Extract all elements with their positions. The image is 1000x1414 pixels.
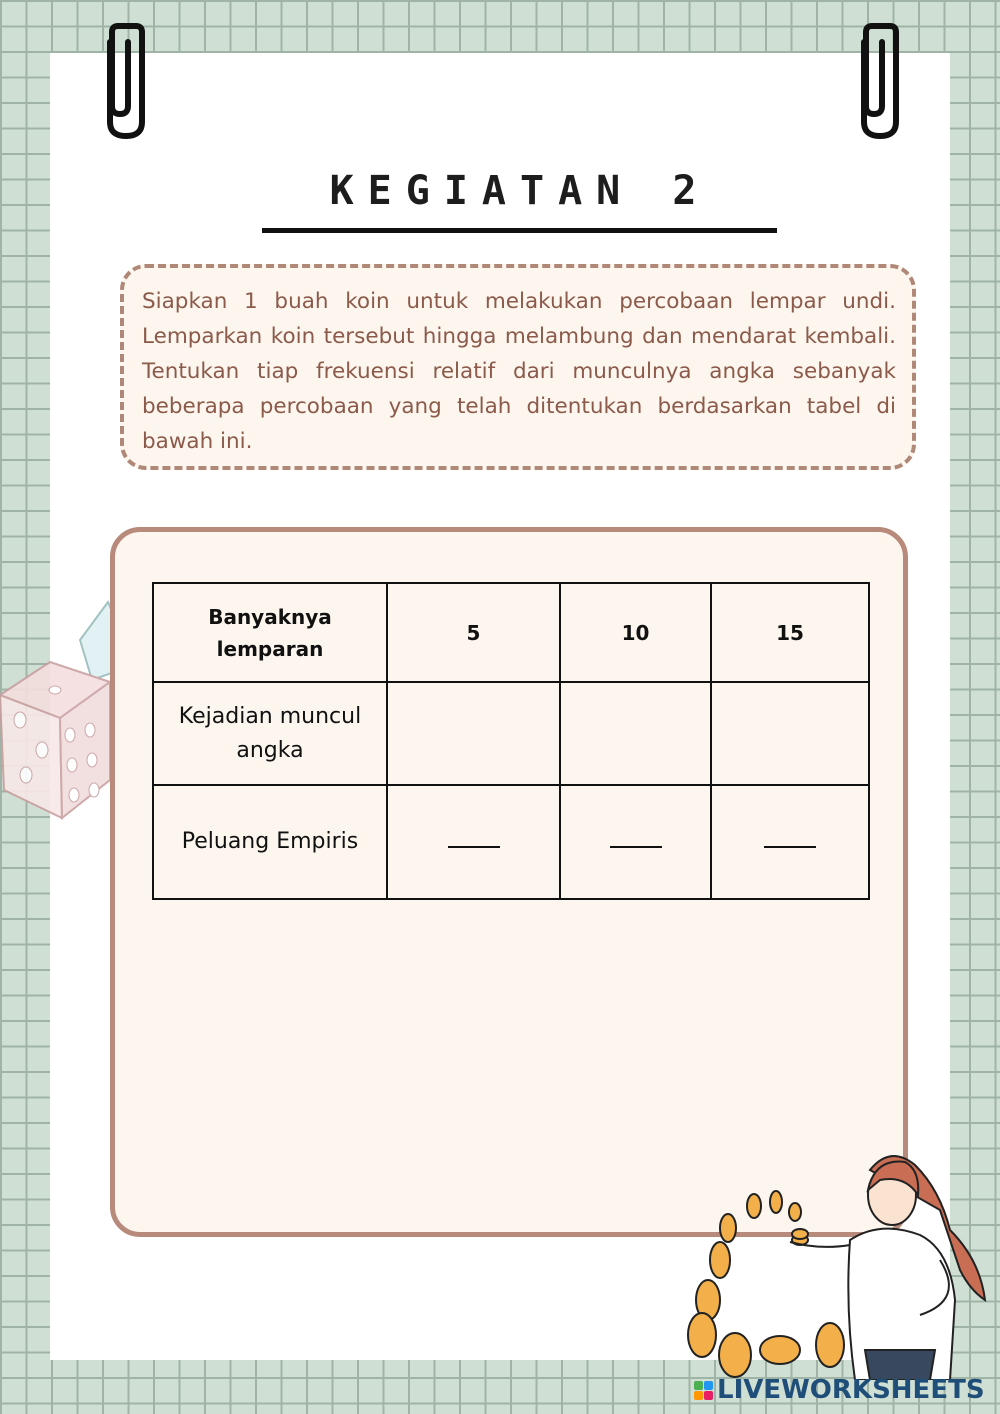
fraction-answer-cell[interactable] bbox=[387, 785, 560, 899]
woman-illustration bbox=[680, 1150, 990, 1380]
row-label-peluang: Peluang Empiris bbox=[153, 785, 387, 899]
header-cell-15: 15 bbox=[711, 583, 869, 682]
table-header-row bbox=[153, 583, 869, 682]
frequency-table bbox=[152, 582, 870, 900]
footer-brand-text: LIVEWORKSHEETS bbox=[717, 1375, 985, 1405]
header-cell-5: 5 bbox=[387, 583, 560, 682]
paperclip-icon bbox=[96, 22, 156, 142]
answer-cell[interactable] bbox=[560, 682, 711, 785]
fraction-bar bbox=[610, 846, 662, 848]
liveworksheets-logo-icon bbox=[694, 1381, 713, 1400]
fraction-answer-cell[interactable] bbox=[711, 785, 869, 899]
answer-cell[interactable] bbox=[711, 682, 869, 785]
dice-icon bbox=[0, 600, 120, 825]
fraction-bar bbox=[448, 846, 500, 848]
coins-icon bbox=[688, 1191, 844, 1377]
page-title: KEGIATAN 2 bbox=[329, 168, 711, 214]
instruction-box bbox=[120, 264, 916, 470]
instruction-text: Siapkan 1 buah koin untuk melakukan percobaan lempar undi. Lemparkan koin tersebut hingga melambung dan mendarat kembali. Tentukan tiap frekuensi relatif dari munculnya angka sebanyak beberapa percobaan yang telah ditentukan berdasarkan tabel di bawah ini. bbox=[142, 289, 896, 454]
table-row bbox=[153, 785, 869, 899]
header-label-cell: Banyaknya lemparan bbox=[153, 583, 387, 682]
header-cell-10: 10 bbox=[560, 583, 711, 682]
fraction-bar bbox=[764, 846, 816, 848]
fraction-answer-cell[interactable] bbox=[560, 785, 711, 899]
answer-cell[interactable] bbox=[387, 682, 560, 785]
paperclip-icon bbox=[850, 22, 910, 142]
title-underline bbox=[262, 228, 777, 233]
table-row bbox=[153, 682, 869, 785]
footer-brand bbox=[694, 1375, 985, 1405]
row-label-kejadian: Kejadian muncul angka bbox=[153, 682, 387, 785]
